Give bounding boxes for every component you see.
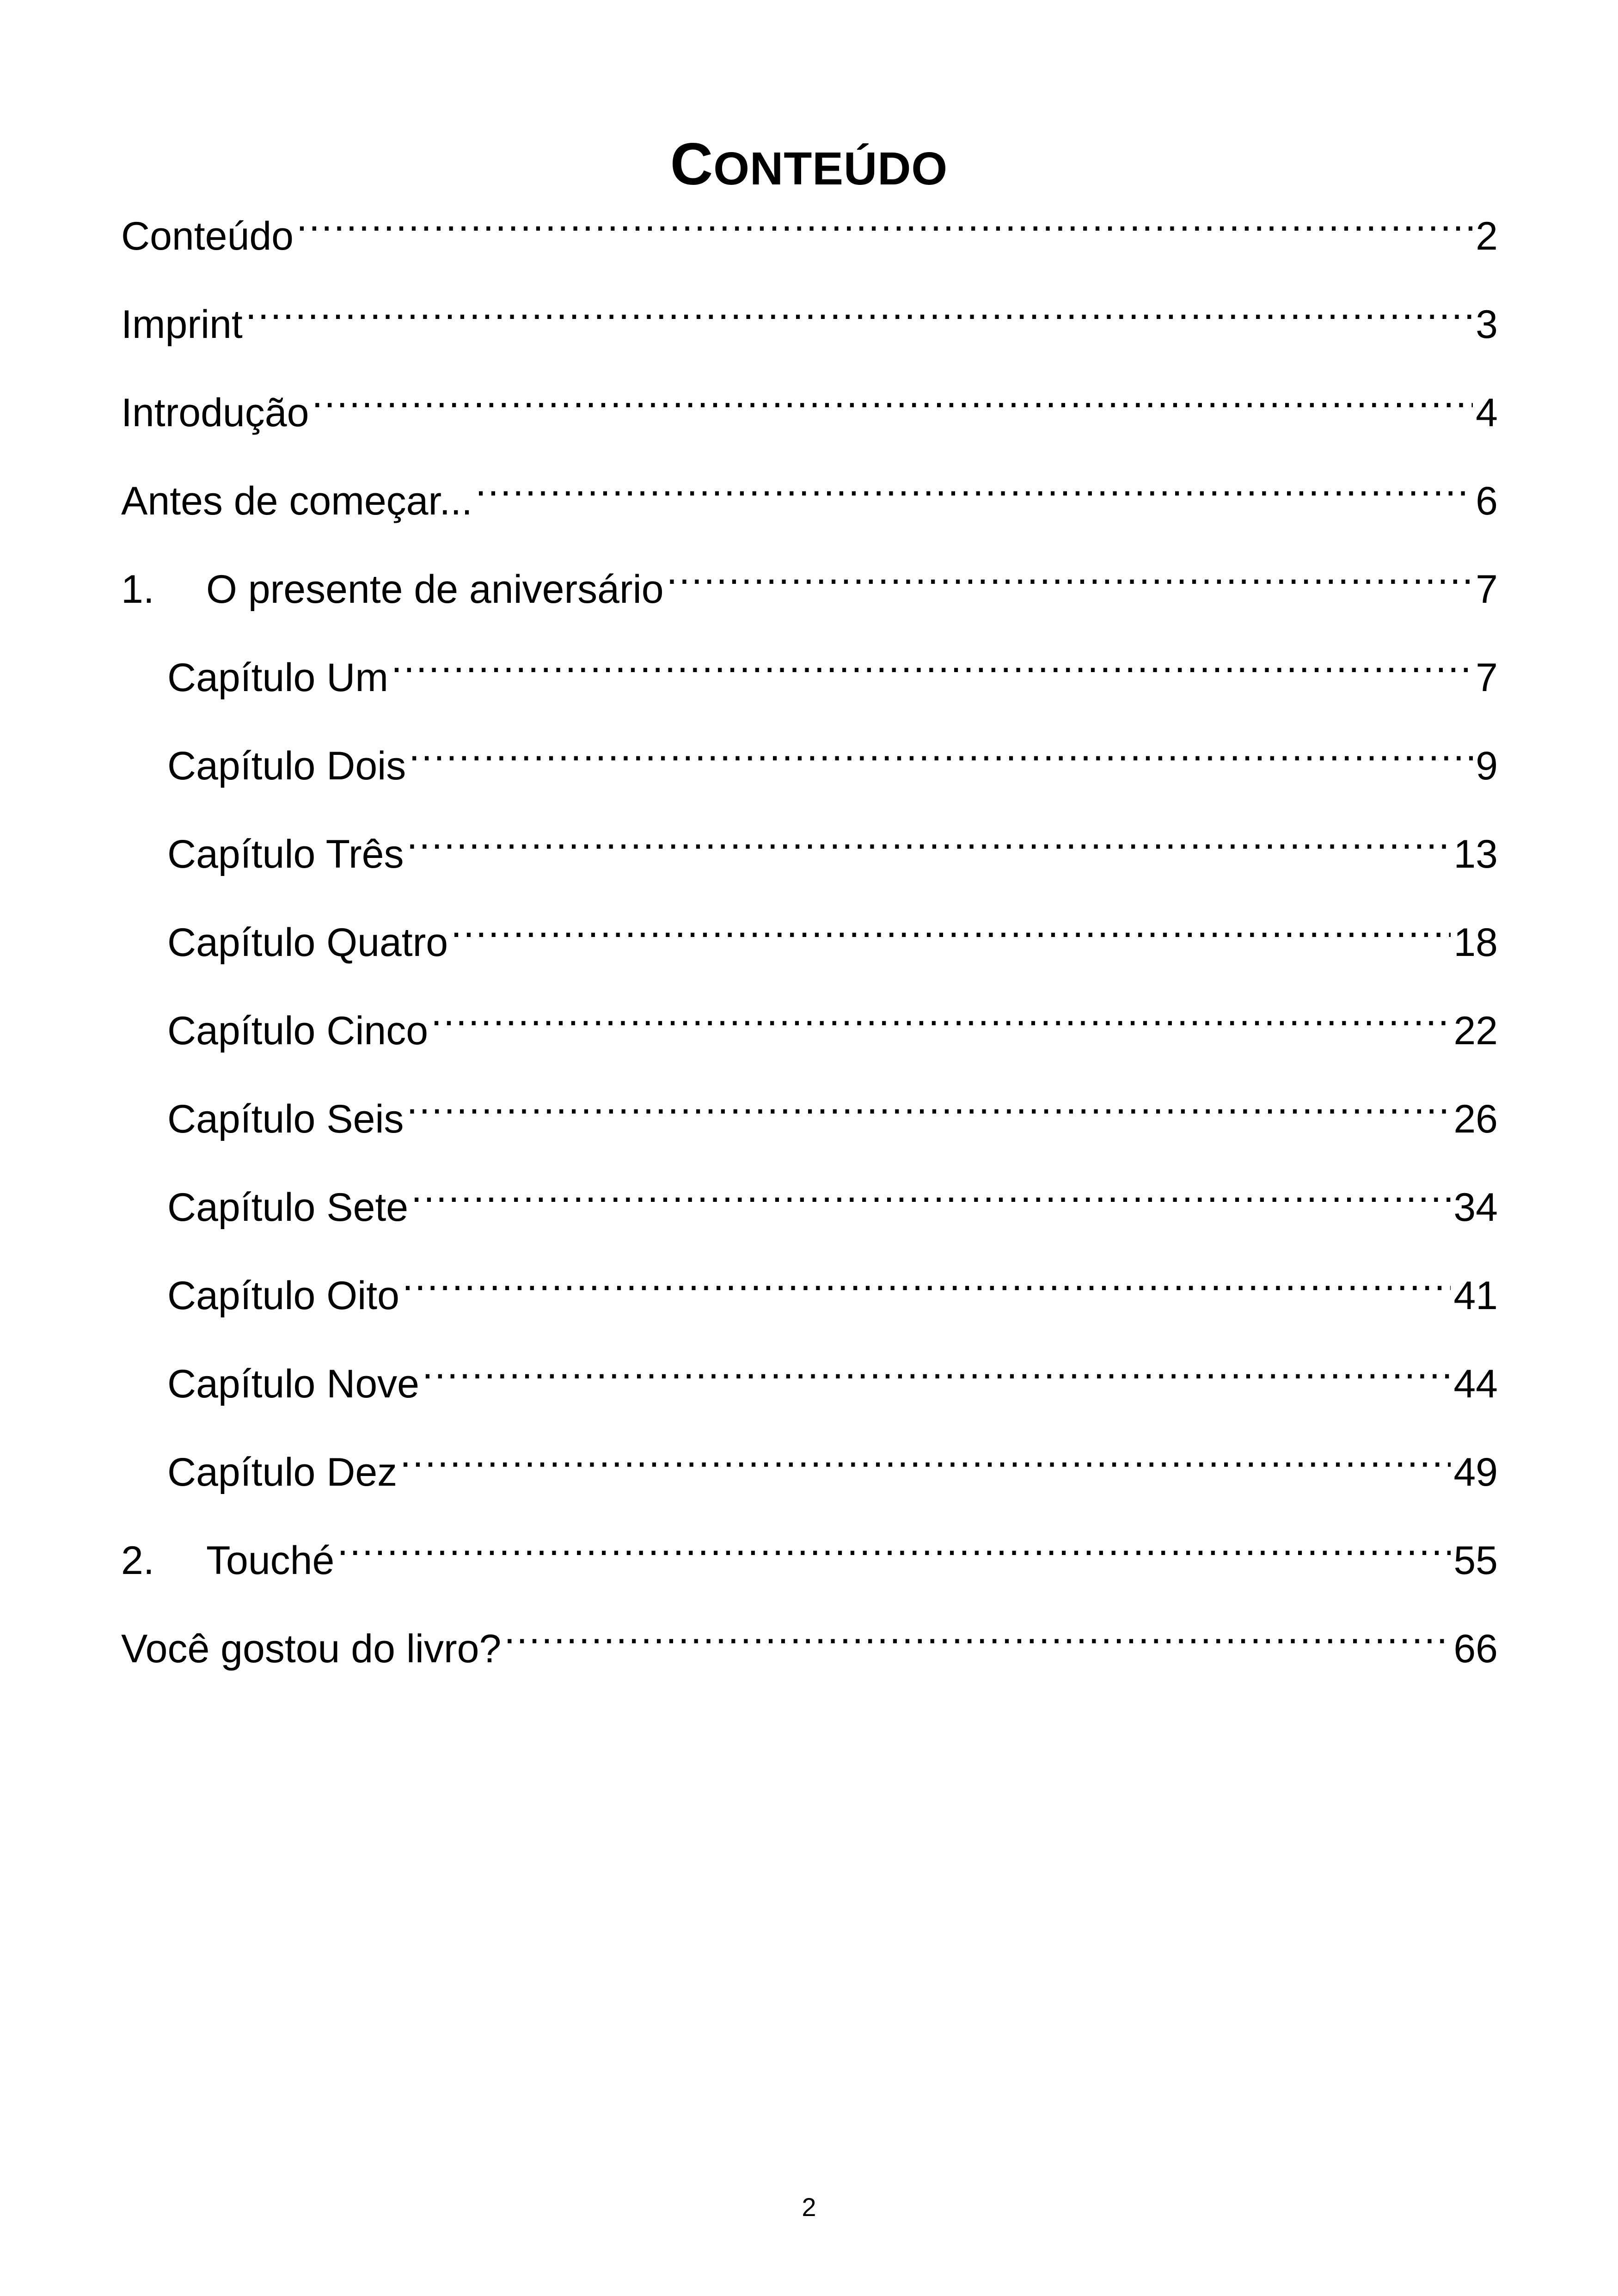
toc-entry-label: Capítulo Seis [167, 1097, 404, 1141]
toc-entry-label: Capítulo Cinco [167, 1009, 429, 1053]
toc-dot-leader [296, 185, 1473, 250]
toc-entry-page: 6 [1476, 479, 1498, 523]
toc-entry[interactable] [121, 626, 1498, 715]
toc-entry-label: Capítulo Dois [167, 744, 406, 788]
toc-dot-leader [475, 450, 1473, 514]
toc-entry-label: Você gostou do livro? [121, 1627, 502, 1671]
toc-entry-label: Antes de começar... [121, 479, 473, 523]
toc-entry[interactable] [121, 361, 1498, 450]
toc-dot-leader [431, 980, 1451, 1044]
toc-entry-label: Imprint [121, 302, 243, 347]
toc-dot-leader [504, 1598, 1451, 1662]
toc-entry-label: Capítulo Dez [167, 1450, 398, 1494]
toc-dot-leader [402, 1244, 1451, 1309]
toc-entry[interactable] [121, 1244, 1498, 1333]
toc-entry-label: Capítulo Sete [167, 1185, 409, 1230]
toc-entry-label: Capítulo Três [167, 832, 404, 876]
toc-entry-page: 7 [1476, 655, 1498, 700]
toc-dot-leader [422, 1333, 1451, 1397]
toc-entry-page: 18 [1453, 920, 1498, 965]
toc-dot-leader [400, 1421, 1451, 1486]
toc-entry[interactable] [121, 1598, 1498, 1686]
toc-entry-page: 13 [1453, 832, 1498, 876]
toc-entry-page: 55 [1453, 1538, 1498, 1583]
toc-dot-leader [409, 715, 1473, 779]
toc-dot-leader [337, 1509, 1451, 1574]
toc-entry[interactable] [121, 1421, 1498, 1509]
toc-entry-label: Capítulo Um [167, 655, 388, 700]
toc-entry-page: 66 [1453, 1627, 1498, 1671]
toc-entry[interactable] [121, 273, 1498, 361]
page-number: 2 [802, 2192, 816, 2222]
toc-entry-label: Capítulo Nove [167, 1362, 419, 1406]
toc-dot-leader [451, 891, 1451, 956]
toc-entry[interactable] [121, 1509, 1498, 1598]
toc-entry-page: 22 [1453, 1009, 1498, 1053]
toc-dot-leader [407, 1068, 1451, 1133]
toc-entry-page: 34 [1453, 1185, 1498, 1230]
toc-dot-leader [406, 803, 1451, 868]
toc-entry[interactable] [121, 1068, 1498, 1156]
page-title-initial: C [670, 131, 714, 197]
toc-dot-leader [411, 1156, 1451, 1221]
toc-entry-page: 44 [1453, 1362, 1498, 1406]
toc-entry-page: 41 [1453, 1274, 1498, 1318]
toc-entry[interactable] [121, 185, 1498, 273]
toc-entry-page: 3 [1476, 302, 1498, 347]
toc-entry-number: 1. [121, 567, 154, 612]
toc-entry-label: Conteúdo [121, 214, 294, 258]
toc-entry[interactable] [121, 538, 1498, 626]
toc-entry-page: 4 [1476, 391, 1498, 435]
toc-entry-page: 49 [1453, 1450, 1498, 1494]
toc-entry-page: 26 [1453, 1097, 1498, 1141]
toc-entry-page: 7 [1476, 567, 1498, 612]
toc-entry[interactable] [121, 715, 1498, 803]
page-title-rest: ONTEÚDO [713, 142, 948, 195]
toc-entry-label: Touché [206, 1538, 335, 1583]
toc-entry-label: Capítulo Oito [167, 1274, 399, 1318]
toc-entry[interactable] [121, 980, 1498, 1068]
toc-entry[interactable] [121, 803, 1498, 891]
toc-entry[interactable] [121, 450, 1498, 538]
toc-dot-leader [312, 361, 1473, 426]
toc-entry[interactable] [121, 891, 1498, 980]
toc-entry[interactable] [121, 1333, 1498, 1421]
toc-dot-leader [391, 626, 1473, 691]
toc-entry-number: 2. [121, 1538, 154, 1583]
toc-entry-page: 9 [1476, 744, 1498, 788]
toc-entry-label: O presente de aniversário [206, 567, 664, 612]
toc-dot-leader [667, 538, 1473, 603]
toc-dot-leader [245, 273, 1473, 338]
toc-entry[interactable] [121, 1156, 1498, 1244]
toc-entry-label: Introdução [121, 391, 309, 435]
toc-entry-label: Capítulo Quatro [167, 920, 448, 965]
toc-entry-page: 2 [1476, 214, 1498, 258]
table-of-contents [121, 185, 1498, 1686]
